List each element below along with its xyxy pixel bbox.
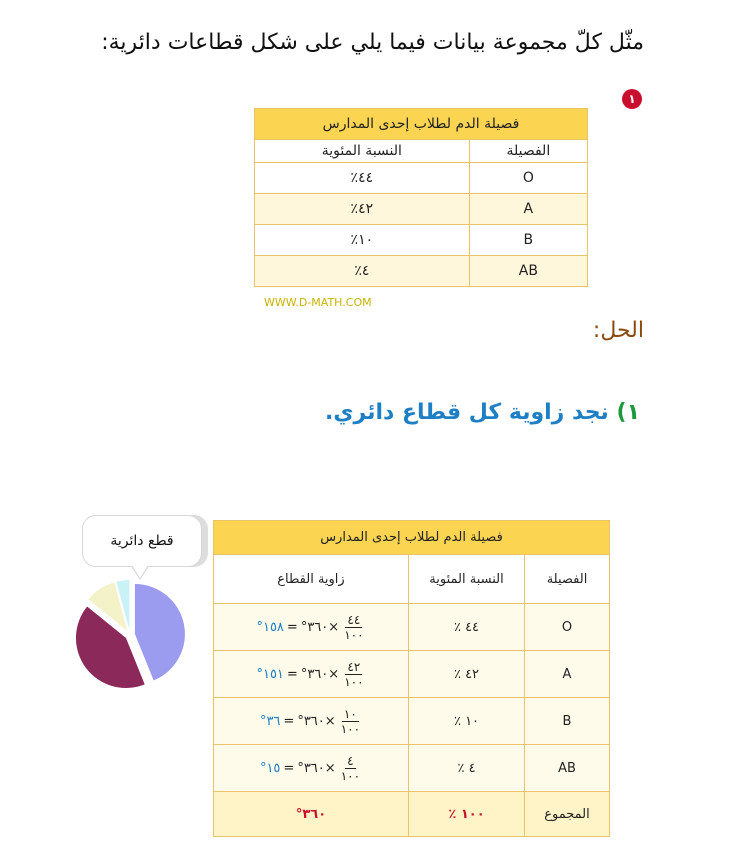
total-angle: ٣٦٠° xyxy=(214,792,409,837)
multiplier: ×٣٦٠° xyxy=(297,760,336,776)
fraction xyxy=(342,660,365,689)
total-row xyxy=(214,792,610,837)
numerator: ٤٢ xyxy=(347,659,361,674)
equals: = xyxy=(283,713,295,729)
multiplier: ×٣٦٠° xyxy=(297,713,336,729)
angle-result: ١٥٨° xyxy=(256,619,284,635)
table-row xyxy=(255,163,588,194)
table-row xyxy=(214,745,610,792)
fraction xyxy=(339,754,362,783)
cell-percent: ٤ ٪ xyxy=(409,745,525,792)
cell-percent: ١٠٪ xyxy=(255,225,470,256)
denominator: ١٠٠ xyxy=(344,627,364,642)
cell-type: A xyxy=(469,194,587,225)
angle-result: ١٥١° xyxy=(256,666,284,682)
fraction xyxy=(342,613,365,642)
header-type: الفصيلة xyxy=(525,555,610,604)
cell-type: AB xyxy=(469,256,587,287)
cell-type: B xyxy=(469,225,587,256)
step-number: ١) xyxy=(616,400,640,425)
table-caption: فصيلة الدم لطلاب إحدى المدارس xyxy=(255,109,588,140)
cell-angle xyxy=(214,698,409,745)
numerator: ٤٤ xyxy=(347,612,361,627)
page-title: مثّل كلّ مجموعة بيانات فيما يلي على شكل قطاعات دائرية: xyxy=(101,30,644,55)
cell-percent: ٤٢٪ xyxy=(255,194,470,225)
header-percent: النسبة المئوية xyxy=(255,140,470,163)
question-number-badge: ١ xyxy=(622,89,642,109)
table-row xyxy=(214,651,610,698)
multiplier: ×٣٦٠° xyxy=(300,666,340,682)
header-percent: النسبة المئوية xyxy=(409,555,525,604)
cell-percent: ١٠ ٪ xyxy=(409,698,525,745)
table-row xyxy=(255,194,588,225)
pie-slice xyxy=(135,584,185,680)
pie-slice xyxy=(76,607,145,688)
total-label: المجموع xyxy=(525,792,610,837)
step-text: نجد زاوية كل قطاع دائري. xyxy=(325,400,609,425)
cell-angle xyxy=(214,604,409,651)
cell-type: A xyxy=(525,651,610,698)
table-caption: فصيلة الدم لطلاب إحدى المدارس xyxy=(214,521,610,555)
angle-table xyxy=(213,520,610,837)
cell-angle xyxy=(214,651,409,698)
cell-percent: ٤٪ xyxy=(255,256,470,287)
equals: = xyxy=(286,666,298,682)
cell-type: B xyxy=(525,698,610,745)
table-row xyxy=(255,225,588,256)
table-row xyxy=(255,256,588,287)
equals: = xyxy=(283,760,295,776)
solution-label: الحل: xyxy=(592,318,644,343)
denominator: ١٠٠ xyxy=(344,674,364,689)
table-row xyxy=(214,604,610,651)
angle-result: ١٥° xyxy=(259,760,281,776)
denominator: ١٠٠ xyxy=(340,721,361,736)
table-row xyxy=(214,698,610,745)
multiplier: ×٣٦٠° xyxy=(300,619,340,635)
numerator: ٤ xyxy=(347,753,354,768)
cell-percent: ٤٢ ٪ xyxy=(409,651,525,698)
fraction xyxy=(339,707,362,736)
cell-type: O xyxy=(525,604,610,651)
step-heading xyxy=(325,400,640,425)
cell-percent: ٤٤ ٪ xyxy=(409,604,525,651)
angle-result: ٣٦° xyxy=(259,713,281,729)
total-percent: ١٠٠ ٪ xyxy=(409,792,525,837)
pie-chart-illustration xyxy=(68,575,192,695)
speech-bubble: قطع دائرية xyxy=(82,515,202,567)
cell-type: AB xyxy=(525,745,610,792)
header-angle: زاوية القطاع xyxy=(214,555,409,604)
cell-type: O xyxy=(469,163,587,194)
cell-angle xyxy=(214,745,409,792)
header-type: الفصيلة xyxy=(469,140,587,163)
numerator: ١٠ xyxy=(343,706,357,721)
cell-percent: ٤٤٪ xyxy=(255,163,470,194)
equals: = xyxy=(286,619,298,635)
denominator: ١٠٠ xyxy=(340,768,361,783)
watermark-url: WWW.D-MATH.COM xyxy=(264,296,372,309)
blood-type-table xyxy=(254,108,588,287)
